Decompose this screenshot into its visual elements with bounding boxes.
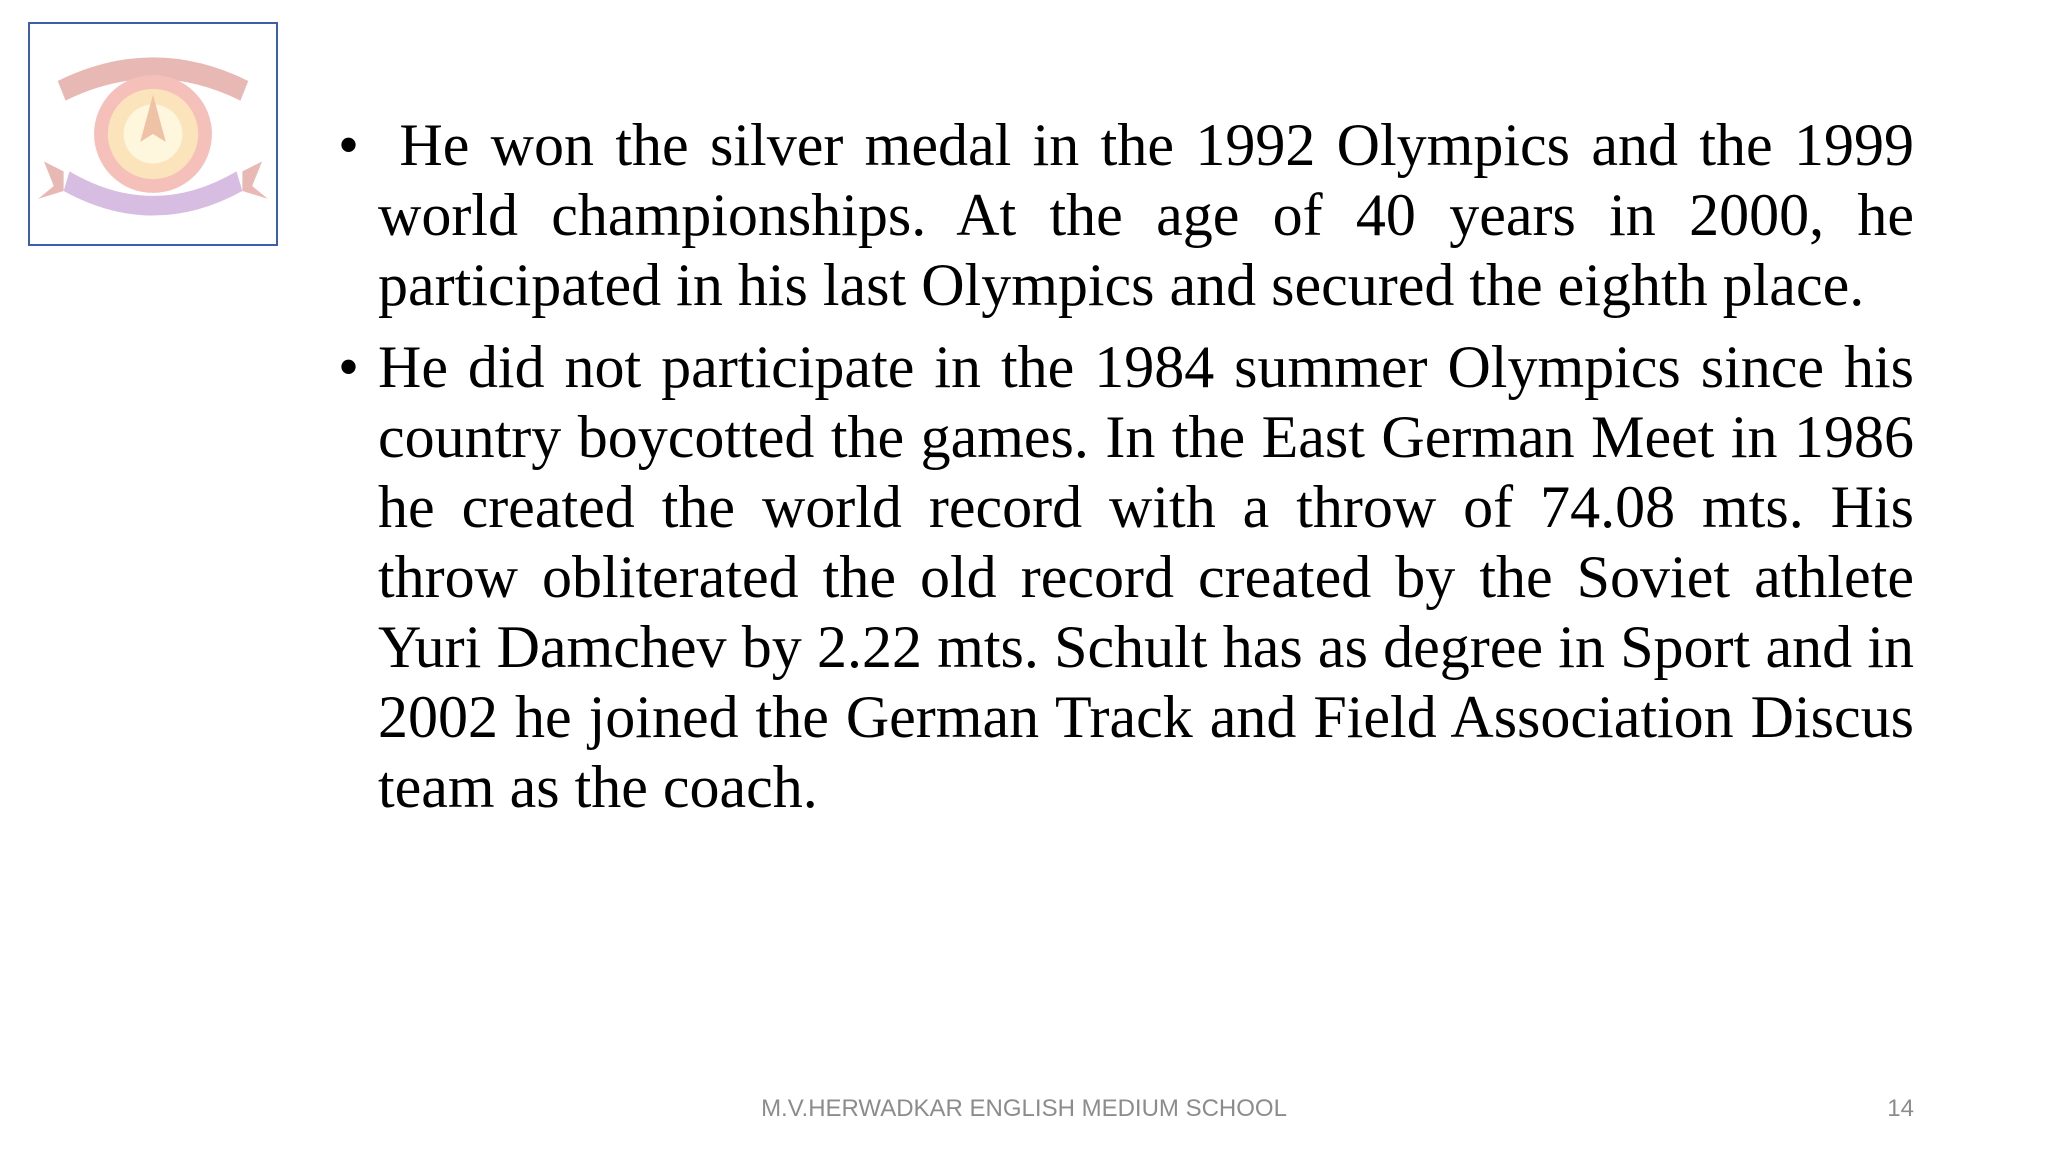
footer-school-name: M.V.HERWADKAR ENGLISH MEDIUM SCHOOL [761,1095,1287,1122]
bullet-item [338,332,1914,822]
bullet-item [338,110,1930,320]
school-logo [28,22,278,246]
bullet-text: He won the silver medal in the 1992 Olympics and the 1999 world championships. At the age of 40 years in 2000, he participated in his last Olympics and secured the eighth place. [378,112,1930,318]
bullet-text: He did not participate in the 1984 summer Olympics since his country boycotted the games. In the East German Meet in 1986 he created the world record with a throw of 74.08 mts. His throw obliterated the old record created by the Soviet athlete Yuri Damchev by 2.22 mts. Schult has as degree in Sport and in 2002 he joined the German Track and Field Association Discus team as the coach. [378,334,1914,820]
bullet-marker: • [338,334,360,400]
slide-content [338,110,1930,834]
school-emblem-icon [30,24,276,244]
bullet-marker: • [338,112,360,178]
page-number: 14 [1887,1095,1914,1122]
